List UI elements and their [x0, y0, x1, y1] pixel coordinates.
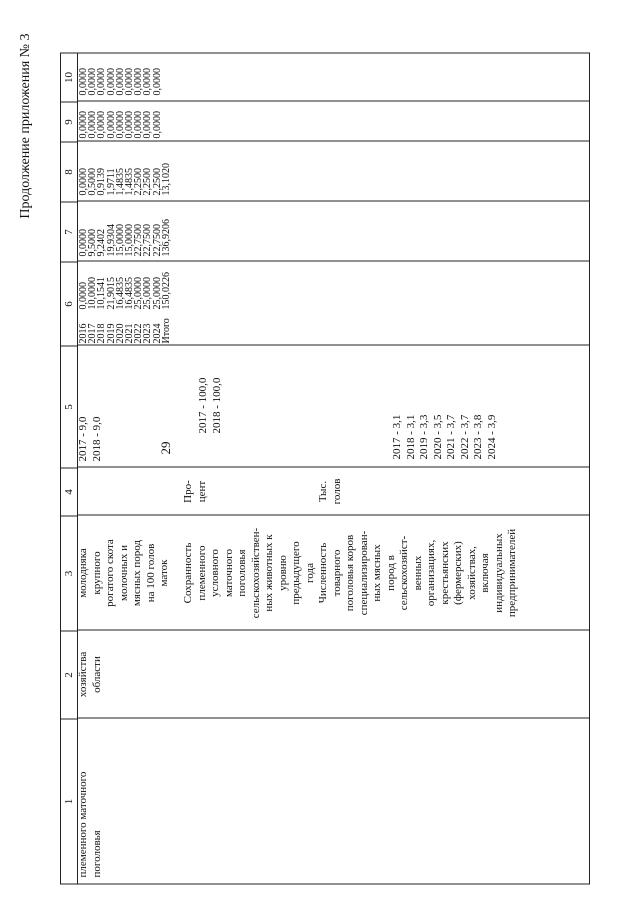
value-cell: 0,0000 — [114, 68, 126, 96]
column-divider — [77, 261, 589, 262]
value-cell: 0,0000 — [96, 111, 108, 139]
column-header-1: 1 — [61, 719, 77, 884]
value-cell: 0,0000 — [114, 111, 126, 139]
executor-cell — [77, 631, 104, 719]
target-value: 2017 - 3,1 — [391, 414, 403, 460]
value-cell: 0,0000 — [105, 68, 117, 96]
year-label: 2021 — [124, 323, 136, 344]
indicator-3-name — [317, 516, 520, 631]
indicator-line: молочных и — [117, 545, 130, 601]
column-divider — [77, 345, 589, 346]
value-cell: 10,1541 — [96, 277, 108, 310]
target-value: 2018 - 100,0 — [210, 377, 223, 434]
value-cell: 0,0000 — [124, 111, 136, 139]
column-header-10: 10 — [63, 72, 75, 83]
value-cell: 0,9139 — [96, 168, 108, 196]
indicator-line: венных — [411, 555, 424, 591]
indicator-line: предпринимателей — [506, 528, 518, 618]
indicator-line: организациях, — [425, 539, 437, 607]
indicator-line: хозяйствах, — [465, 546, 478, 600]
indicator-line: товарного — [330, 549, 343, 597]
indicator-line: поголовья коров — [344, 534, 356, 612]
year-label: 2019 — [105, 323, 117, 344]
indicator-line: молодняка — [77, 548, 89, 598]
unit-line: Тыс. — [317, 480, 329, 503]
column-header-2: 2 — [61, 631, 77, 719]
value-cell: 150,0226 — [160, 272, 172, 310]
value-cell: 0,0000 — [78, 282, 89, 310]
indicator-2-unit — [182, 468, 209, 516]
value-cell: 1,4835 — [124, 168, 136, 196]
indicator-line: крестьянских — [438, 541, 451, 605]
indicator-line: ных животных к — [263, 534, 275, 612]
column-number-row — [61, 54, 78, 884]
indicator-line: года — [303, 563, 316, 583]
value-cell: 13,1020 — [160, 163, 172, 196]
value-cell: 9,2402 — [96, 229, 108, 257]
value-cell: 16,4835 — [114, 277, 126, 310]
column-header-9: 9 — [61, 102, 77, 142]
years-column — [79, 318, 171, 343]
value-cell: 0,0000 — [133, 111, 145, 139]
indicator-line: маток — [158, 559, 170, 587]
value-cell: 0,0000 — [78, 168, 89, 196]
value-cell: 1,9711 — [105, 168, 117, 196]
indicator-line: условного — [209, 549, 221, 597]
value-cell: 25,0000 — [133, 277, 145, 310]
indicator-line: поголовья — [236, 549, 248, 597]
year-label: 2023 — [142, 323, 154, 344]
indicator-3-targets — [391, 415, 499, 460]
column-divider — [77, 718, 589, 719]
program-name-line: поголовья — [90, 830, 103, 878]
indicator-2-name — [182, 516, 317, 631]
target-value: 2017 - 100,0 — [197, 377, 209, 434]
value-cell: 16,4835 — [124, 277, 136, 310]
unit-line: Про- — [182, 480, 194, 503]
year-label: 2018 — [96, 323, 108, 344]
data-table — [60, 53, 590, 885]
col9-values — [79, 111, 162, 139]
indicator-line: включая — [479, 553, 491, 593]
indicator-line: индивидуальных — [492, 533, 505, 613]
unit-line: голов — [330, 478, 343, 505]
column-divider — [77, 141, 589, 142]
indicator-line: пород в — [384, 555, 397, 591]
indicator-1-targets — [77, 417, 104, 462]
target-value: 2017 - 9,0 — [77, 416, 89, 462]
value-cell: 21,9015 — [105, 277, 117, 310]
program-name-line: племенного маточного — [77, 771, 89, 878]
value-cell: 22,7500 — [133, 224, 145, 257]
value-cell: 0,0000 — [105, 111, 117, 139]
target-value: 2022 - 3,7 — [458, 414, 471, 460]
value-cell: 22,7500 — [142, 224, 154, 257]
value-cell: 0,0000 — [78, 111, 89, 139]
year-label: 2024 — [151, 323, 163, 344]
value-cell: 0,0000 — [142, 111, 154, 139]
indicator-line: Численность — [317, 542, 329, 604]
column-divider — [77, 101, 589, 102]
value-cell: 0,0000 — [87, 111, 99, 139]
column-header-3: 3 — [61, 516, 77, 631]
year-label: Итого — [160, 318, 172, 344]
year-label: 2016 — [78, 323, 89, 344]
indicator-line: (фермерских) — [452, 541, 464, 605]
column-divider — [77, 201, 589, 202]
value-cell: 25,0000 — [151, 277, 163, 310]
appendix-title: Продолжение приложения № 3 — [18, 33, 33, 219]
value-cell: 0,0000 — [78, 229, 89, 257]
value-cell: 136,9206 — [160, 219, 172, 257]
value-cell: 0,0000 — [96, 68, 108, 96]
col7-values — [79, 219, 171, 257]
value-cell: 22,7500 — [151, 224, 163, 257]
target-value: 2024 - 3,9 — [485, 414, 498, 460]
value-cell: 9,5000 — [87, 229, 99, 257]
indicator-3-unit — [317, 468, 344, 516]
program-name — [77, 772, 104, 878]
page-number: 29 — [158, 441, 173, 455]
value-cell: 0,0000 — [133, 68, 145, 96]
indicator-line: ных мясных — [371, 544, 383, 602]
executor-line: хозяйства — [77, 651, 89, 698]
value-cell: 1,4835 — [114, 168, 126, 196]
target-value: 2020 - 3,5 — [431, 414, 444, 460]
value-cell: 19,9304 — [105, 224, 117, 257]
value-cell: 2,2500 — [151, 168, 163, 196]
column-header-8: 8 — [61, 142, 77, 202]
value-cell: 0,0000 — [124, 68, 136, 96]
col6-values — [79, 272, 171, 310]
column-header-7: 7 — [61, 202, 77, 262]
year-label: 2017 — [87, 323, 99, 344]
indicator-2-targets — [197, 378, 224, 434]
indicator-line: сельскохозяйствен- — [249, 527, 262, 619]
target-value: 2021 - 3,7 — [445, 414, 457, 460]
col10-values — [79, 68, 162, 96]
target-value: 2023 - 3,8 — [472, 414, 484, 460]
target-value: 2019 - 3,3 — [418, 414, 430, 460]
target-value: 2018 - 3,1 — [404, 414, 417, 460]
value-cell: 25,0000 — [142, 277, 154, 310]
indicator-line: на 100 голов — [144, 543, 157, 603]
value-cell: 2,2500 — [142, 168, 154, 196]
executor-line: области — [90, 656, 103, 693]
year-label: 2020 — [114, 323, 126, 344]
value-cell: 2,2500 — [133, 168, 145, 196]
value-cell: 15,0000 — [124, 224, 136, 257]
column-header-6: 6 — [61, 262, 77, 346]
target-value: 2018 - 9,0 — [90, 416, 103, 462]
value-cell: 0,0000 — [78, 68, 89, 96]
indicator-line: крупного — [90, 551, 103, 595]
indicator-line: специализирован- — [357, 530, 370, 616]
column-header-5: 5 — [61, 346, 77, 468]
year-label: 2022 — [133, 323, 145, 344]
indicator-line: Сохранность — [182, 542, 194, 604]
indicator-line: сельскохозяйст- — [398, 535, 410, 611]
indicator-line: рогатого скота — [104, 539, 116, 607]
column-header-4: 4 — [61, 468, 77, 516]
unit-line: цент — [195, 480, 208, 503]
value-cell: 0,0000 — [151, 68, 163, 96]
value-cell: 10,0000 — [87, 277, 99, 310]
indicator-line: мясных пород — [131, 539, 143, 607]
indicator-line: племенного — [195, 545, 208, 601]
indicator-line: маточного — [222, 548, 235, 598]
value-cell: 0,5000 — [87, 168, 99, 196]
indicator-1-name — [77, 516, 172, 631]
value-cell: 0,0000 — [151, 111, 163, 139]
value-cell: 0,0000 — [87, 68, 99, 96]
value-cell: 0,0000 — [142, 68, 154, 96]
indicator-line: предыдущего — [290, 541, 302, 605]
indicator-line: уровню — [276, 555, 289, 591]
value-cell: 15,0000 — [114, 224, 126, 257]
col8-values — [79, 163, 171, 196]
